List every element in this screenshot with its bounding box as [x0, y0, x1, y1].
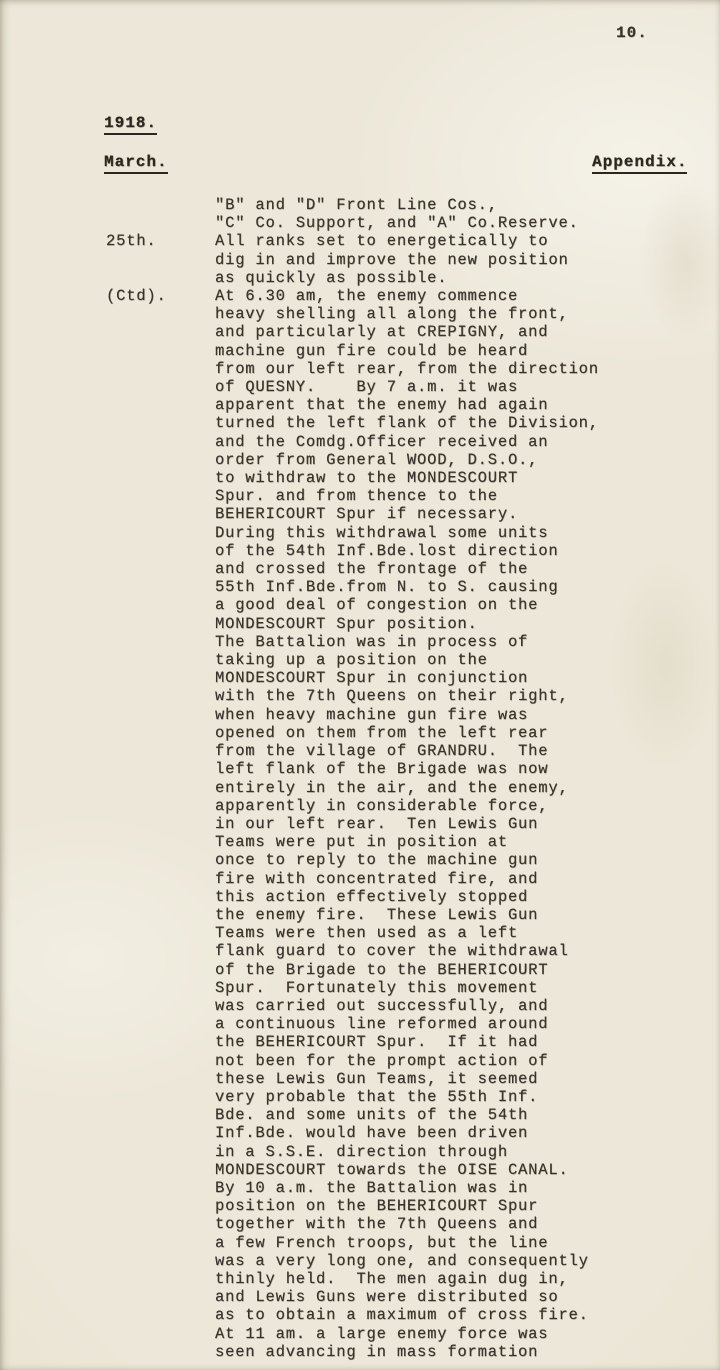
body-line: At 6.30 am, the enemy commence: [215, 287, 519, 306]
body-line: apparent that the enemy had again: [215, 396, 549, 415]
body-line: entirely in the air, and the enemy,: [215, 778, 569, 797]
body-line: dig in and improve the new position: [215, 250, 569, 269]
body-line: a continuous line reformed around: [215, 1015, 549, 1034]
body-line: order from General WOOD, D.S.O.,: [215, 450, 539, 469]
body-line: By 10 a.m. the Battalion was in: [215, 1178, 529, 1197]
appendix-heading: Appendix.: [592, 153, 687, 174]
body-line: Teams were put in position at: [215, 833, 508, 852]
date-column: [106, 196, 167, 342]
month-heading: March.: [104, 153, 168, 174]
body-line: Inf.Bde. would have been driven: [215, 1124, 529, 1143]
body-line: of the 54th Inf.Bde.lost direction: [215, 541, 559, 560]
body-line: together with the 7th Queens and: [215, 1215, 539, 1234]
body-line: this action effectively stopped: [215, 887, 529, 906]
body-text: [215, 196, 599, 1361]
body-line: not been for the prompt action of: [215, 1051, 549, 1070]
body-line: "C" Co. Support, and "A" Co.Reserve.: [215, 214, 579, 233]
body-line: as to obtain a maximum of cross fire.: [215, 1306, 589, 1325]
body-line: "B" and "D" Front Line Cos.,: [215, 196, 498, 214]
body-line: from the village of GRANDRU. The: [215, 742, 549, 761]
date-label: 25th.: [106, 232, 157, 251]
body-line: very probable that the 55th Inf.: [215, 1087, 539, 1106]
body-line: a good deal of congestion on the: [215, 596, 539, 615]
body-line: to withdraw to the MONDESCOURT: [215, 469, 519, 488]
paper-stain: [640, 180, 720, 340]
body-line: and crossed the frontage of the: [215, 560, 529, 579]
body-line: of the Brigade to the BEHERICOURT: [215, 960, 549, 979]
body-line: thinly held. The men again dug in,: [215, 1269, 569, 1288]
page-number: 10.: [616, 24, 648, 42]
body-line: taking up a position on the: [215, 651, 488, 670]
body-line: the BEHERICOURT Spur. If it had: [215, 1033, 539, 1052]
body-line: in a S.S.E. direction through: [215, 1142, 508, 1161]
body-line: the enemy fire. These Lewis Gun: [215, 905, 539, 924]
body-line: At 11 am. a large enemy force was: [215, 1324, 549, 1343]
year-heading: 1918.: [104, 114, 157, 135]
body-line: was carried out successfully, and: [215, 996, 549, 1015]
body-line: turned the left flank of the Division,: [215, 414, 599, 433]
body-line: with the 7th Queens on their right,: [215, 687, 569, 706]
body-line: these Lewis Gun Teams, it seemed: [215, 1069, 539, 1088]
body-line: apparently in considerable force,: [215, 796, 549, 815]
body-line: when heavy machine gun fire was: [215, 705, 529, 724]
body-line: fire with concentrated fire, and: [215, 869, 539, 888]
body-line: left flank of the Brigade was now: [215, 760, 549, 779]
body-line: once to reply to the machine gun: [215, 851, 539, 870]
body-line: and particularly at CREPIGNY, and: [215, 323, 549, 342]
body-line: position on the BEHERICOURT Spur: [215, 1197, 539, 1216]
body-line: seen advancing in mass formation: [215, 1342, 539, 1361]
body-line: 55th Inf.Bde.from N. to S. causing: [215, 578, 559, 597]
body-line: and the Comdg.Officer received an: [215, 432, 549, 451]
body-line: All ranks set to energetically to: [215, 232, 549, 251]
body-line: flank guard to cover the withdrawal: [215, 942, 569, 961]
body-line: MONDESCOURT Spur in conjunction: [215, 669, 529, 688]
body-line: During this withdrawal some units: [215, 523, 549, 542]
body-line: in our left rear. Ten Lewis Gun: [215, 814, 539, 833]
body-line: of QUESNY. By 7 a.m. it was: [215, 378, 519, 397]
paper-stain: [610, 560, 720, 770]
body-line: Spur. Fortunately this movement: [215, 978, 539, 997]
body-line: MONDESCOURT towards the OISE CANAL.: [215, 1160, 569, 1179]
body-line: Bde. and some units of the 54th: [215, 1106, 529, 1125]
body-line: a few French troops, but the line: [215, 1233, 549, 1252]
body-line: as quickly as possible.: [215, 268, 448, 287]
date-label-continued: (Ctd).: [106, 287, 167, 306]
body-line: was a very long one, and consequently: [215, 1251, 589, 1270]
body-line: The Battalion was in process of: [215, 632, 529, 651]
body-line: heavy shelling all along the front,: [215, 305, 569, 324]
body-line: and Lewis Guns were distributed so: [215, 1288, 559, 1307]
body-line: from our left rear, from the direction: [215, 359, 599, 378]
body-line: BEHERICOURT Spur if necessary.: [215, 505, 519, 524]
body-line: opened on them from the left rear: [215, 723, 549, 742]
body-line: Teams were then used as a left: [215, 924, 519, 943]
body-line: Spur. and from thence to the: [215, 487, 498, 506]
body-line: machine gun fire could be heard: [215, 341, 529, 360]
body-line: MONDESCOURT Spur position.: [215, 614, 478, 633]
